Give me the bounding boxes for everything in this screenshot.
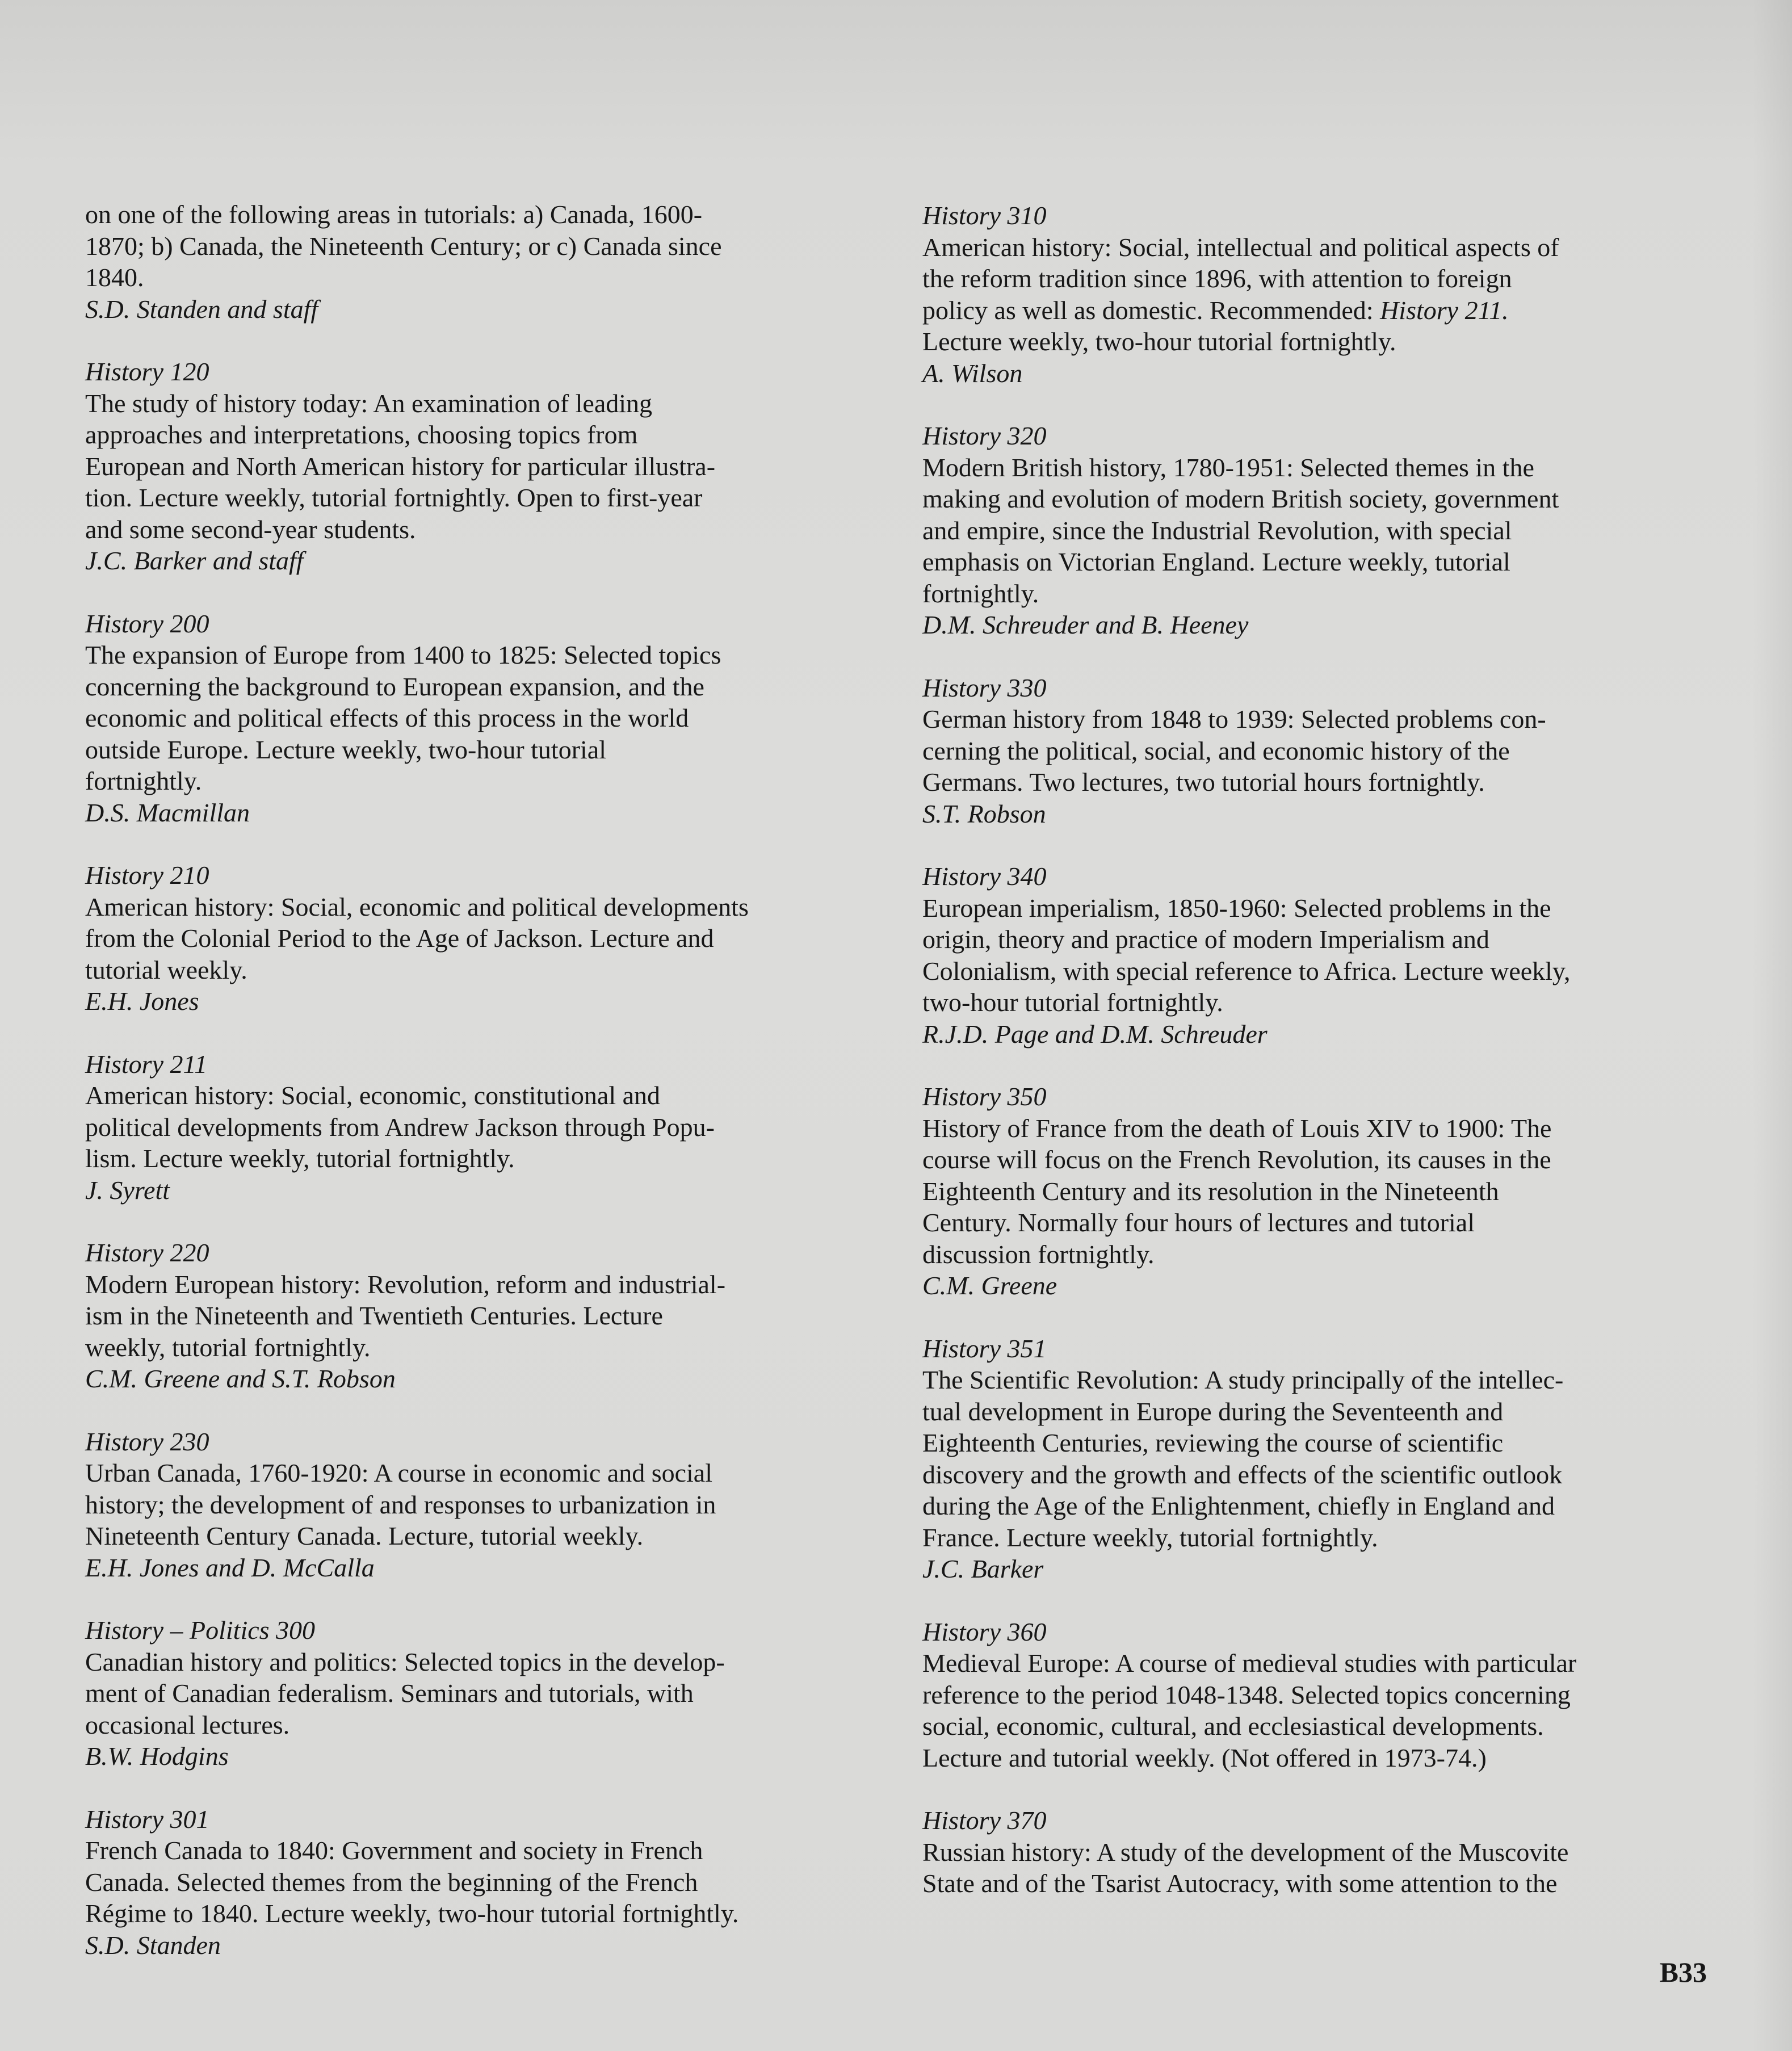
course-instructor: S.D. Standen	[85, 1930, 221, 1960]
course-entry-history-120	[85, 356, 897, 577]
course-heading: History 220	[85, 1238, 209, 1267]
course-instructor: A. Wilson	[922, 358, 1023, 388]
course-description: Modern British history, 1780-1951: Selected themes in the making and evolution of modern British society, government and empire, since the Industrial Revolution, with special emphasis on Victorian England. Lecture weekly, tutorial fortnightly.	[922, 452, 1559, 608]
course-heading: History 340	[922, 862, 1047, 891]
course-heading: History 370	[922, 1806, 1047, 1835]
course-instructor: R.J.D. Page and D.M. Schreuder	[922, 1019, 1268, 1048]
course-description: The study of history today: An examination of leading approaches and interpretations, choosing topics from European and North American history for particular illustra- tion. Lecture weekly, tutorial fortnightly. Open to first-year and some second-year students.	[85, 388, 716, 544]
course-description: American history: Social, economic, constitutional and political developments from Andrew Jackson through Popu- lism. Lecture weekly, tutorial fortnightly.	[85, 1081, 715, 1173]
course-instructor: C.M. Greene	[922, 1271, 1057, 1300]
course-description: Russian history: A study of the development of the Muscovite State and of the Tsarist Autocracy, with some attention to the	[922, 1837, 1569, 1898]
right-column	[922, 200, 1711, 1931]
course-entry-history-200	[85, 608, 897, 829]
course-heading: History 211	[85, 1049, 208, 1079]
course-instructor: J.C. Barker	[922, 1554, 1044, 1583]
course-description: The expansion of Europe from 1400 to 1825: Selected topics concerning the background to European expansion, and the economic and political effects of this process in the world outside Europe. Lecture weekly, two-hour tutorial fortnightly.	[85, 640, 721, 795]
course-description-text: American history: Social, intellectual and political aspects of the reform tradition since 1896, with attention to foreign policy as well as domestic. Recommended:	[922, 232, 1559, 325]
course-heading: History 210	[85, 861, 209, 890]
course-entry-history-301	[85, 1803, 897, 1961]
course-entry-history-211	[85, 1048, 897, 1206]
course-instructor: D.S. Macmillan	[85, 798, 250, 827]
course-instructor: E.H. Jones and D. McCalla	[85, 1553, 375, 1582]
course-entry-history-351	[922, 1333, 1711, 1585]
course-reference: History 211.	[1380, 295, 1509, 325]
course-entry-history-370	[922, 1805, 1711, 1899]
course-heading: History 351	[922, 1333, 1047, 1363]
course-description: American history: Social, economic and political developments from the Colonial Period to the Age of Jackson. Lecture and tutorial weekly.	[85, 892, 749, 984]
left-column	[85, 199, 897, 1992]
course-heading: History 360	[922, 1617, 1047, 1646]
course-description: Canadian history and politics: Selected topics in the develop- ment of Canadian federalism. Seminars and tutorials, with occasional lectures.	[85, 1647, 725, 1739]
course-description: Medieval Europe: A course of medieval studies with particular reference to the period 1048-1348. Selected topics concerning social, economic, cultural, and ecclesiastical developments. Lecture and tutorial weekly. (Not offered in 1973-74.)	[922, 1649, 1577, 1772]
course-entry-history-330	[922, 672, 1711, 830]
course-entry-history-230	[85, 1426, 897, 1584]
course-entry-history-politics-300	[85, 1614, 897, 1772]
course-description-text: Lecture weekly, two-hour tutorial fortnightly.	[922, 327, 1396, 356]
course-entry-history-210	[85, 859, 897, 1017]
course-description	[922, 232, 1711, 358]
course-heading: History 310	[922, 201, 1047, 230]
course-heading: History 350	[922, 1082, 1047, 1111]
course-description: Modern European history: Revolution, reform and industrial- ism in the Nineteenth and Twentieth Centuries. Lecture weekly, tutorial fortnightly.	[85, 1269, 726, 1362]
course-heading: History 301	[85, 1804, 209, 1834]
course-heading: History 230	[85, 1427, 209, 1456]
course-entry-history-220	[85, 1237, 897, 1395]
course-heading: History 120	[85, 357, 209, 386]
intro-instructor: S.D. Standen and staff	[85, 294, 318, 324]
course-description: Urban Canada, 1760-1920: A course in economic and social history; the development of and responses to urbanization in Nineteenth Century Canada. Lecture, tutorial weekly.	[85, 1458, 716, 1550]
course-instructor: E.H. Jones	[85, 987, 199, 1016]
course-instructor: D.M. Schreuder and B. Heeney	[922, 610, 1249, 639]
course-description: German history from 1848 to 1939: Selected problems con- cerning the political, social, and economic history of the Germans. Two lectures, two tutorial hours fortnightly.	[922, 704, 1546, 796]
course-instructor: J.C. Barker and staff	[85, 546, 304, 575]
course-heading: History – Politics 300	[85, 1616, 316, 1645]
course-instructor: C.M. Greene and S.T. Robson	[85, 1364, 396, 1393]
course-description: The Scientific Revolution: A study principally of the intellec- tual development in Europe during the Seventeenth and Eighteenth Centuries, reviewing the course of scientific discovery and the growth and effects of the scientific outlook during the Age of the Enlightenment, chiefly in England and France. Lecture weekly, tutorial fortnightly.	[922, 1365, 1564, 1552]
course-entry-history-360	[922, 1616, 1711, 1774]
course-instructor: J. Syrett	[85, 1175, 170, 1205]
intro-entry	[85, 199, 897, 325]
course-entry-history-310	[922, 200, 1711, 389]
page-number: B33	[1659, 1956, 1707, 1988]
course-description: French Canada to 1840: Government and society in French Canada. Selected themes from the beginning of the French Régime to 1840. Lecture weekly, two-hour tutorial fortnightly.	[85, 1836, 739, 1928]
page-edge-shadow	[1752, 0, 1792, 2051]
course-description: History of France from the death of Louis XIV to 1900: The course will focus on the French Revolution, its causes in the Eighteenth Century and its resolution in the Nineteenth Century. Normally four hours of lectures and tutorial discussion fortnightly.	[922, 1113, 1552, 1269]
course-description: European imperialism, 1850-1960: Selected problems in the origin, theory and practice of modern Imperialism and Colonialism, with special reference to Africa. Lecture weekly, two-hour tutorial fortnightly.	[922, 893, 1571, 1017]
course-entry-history-320	[922, 420, 1711, 641]
course-heading: History 330	[922, 673, 1047, 702]
course-instructor: S.T. Robson	[922, 799, 1046, 828]
course-entry-history-340	[922, 861, 1711, 1050]
course-heading: History 200	[85, 609, 209, 638]
intro-text: on one of the following areas in tutorials: a) Canada, 1600- 1870; b) Canada, the Nineteenth Century; or c) Canada since 1840.	[85, 200, 722, 292]
course-entry-history-350	[922, 1081, 1711, 1302]
course-heading: History 320	[922, 421, 1047, 450]
course-instructor: B.W. Hodgins	[85, 1742, 229, 1771]
